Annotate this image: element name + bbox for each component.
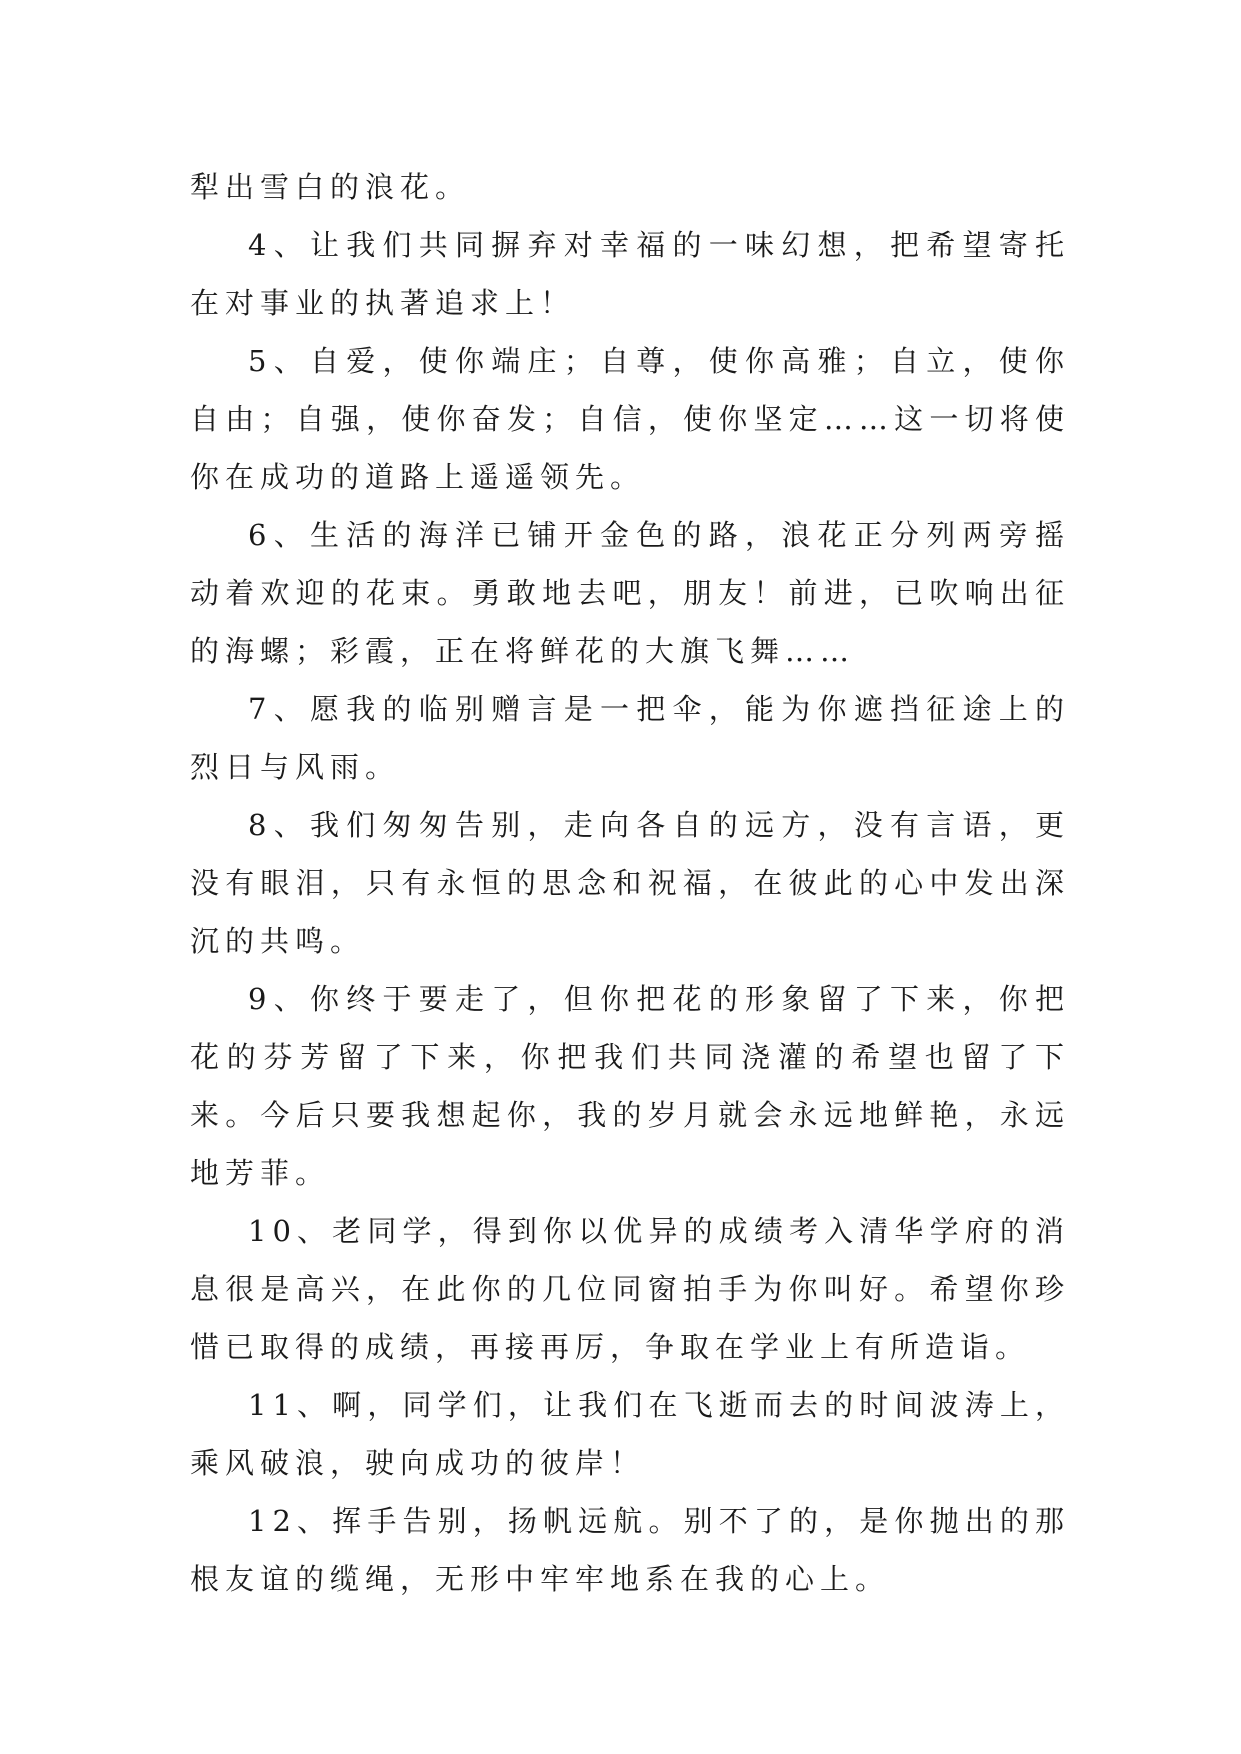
paragraph-item-11: 11、啊，同学们，让我们在飞逝而去的时间波涛上，乘风破浪，驶向成功的彼岸！ bbox=[190, 1388, 1070, 1480]
paragraph-item-9: 9、你终于要走了，但你把花的形象留了下来，你把花的芬芳留了下来，你把我们共同浇灌的希望也留了下来。今后只要我想起你，我的岁月就会永远地鲜艳，永远地芳菲。 bbox=[190, 982, 1070, 1190]
paragraph-item-5: 5、自爱，使你端庄；自尊，使你高雅；自立，使你自由；自强，使你奋发；自信，使你坚定……这一切将使你在成功的道路上遥遥领先。 bbox=[190, 344, 1070, 494]
paragraph-item-12: 12、挥手告别，扬帆远航。别不了的，是你抛出的那根友谊的缆绳，无形中牢牢地系在我的心上。 bbox=[190, 1504, 1070, 1596]
paragraph-item-8: 8、我们匆匆告别，走向各自的远方，没有言语，更没有眼泪，只有永恒的思念和祝福，在彼此的心中发出深沉的共鸣。 bbox=[190, 808, 1070, 958]
paragraph-continuation: 犁出雪白的浪花。 bbox=[190, 170, 471, 204]
paragraph-item-6: 6、生活的海洋已铺开金色的路，浪花正分列两旁摇动着欢迎的花束。勇敢地去吧，朋友！前进，已吹响出征的海螺；彩霞，正在将鲜花的大旗飞舞…… bbox=[190, 518, 1070, 668]
document-body bbox=[190, 158, 1070, 1608]
paragraph-item-7: 7、愿我的临别赠言是一把伞，能为你遮挡征途上的烈日与风雨。 bbox=[190, 692, 1070, 784]
paragraph-item-4: 4、让我们共同摒弃对幸福的一味幻想，把希望寄托在对事业的执著追求上！ bbox=[190, 228, 1070, 320]
paragraph-item-10: 10、老同学，得到你以优异的成绩考入清华学府的消息很是高兴，在此你的几位同窗拍手为你叫好。希望你珍惜已取得的成绩，再接再厉，争取在学业上有所造诣。 bbox=[190, 1214, 1070, 1364]
